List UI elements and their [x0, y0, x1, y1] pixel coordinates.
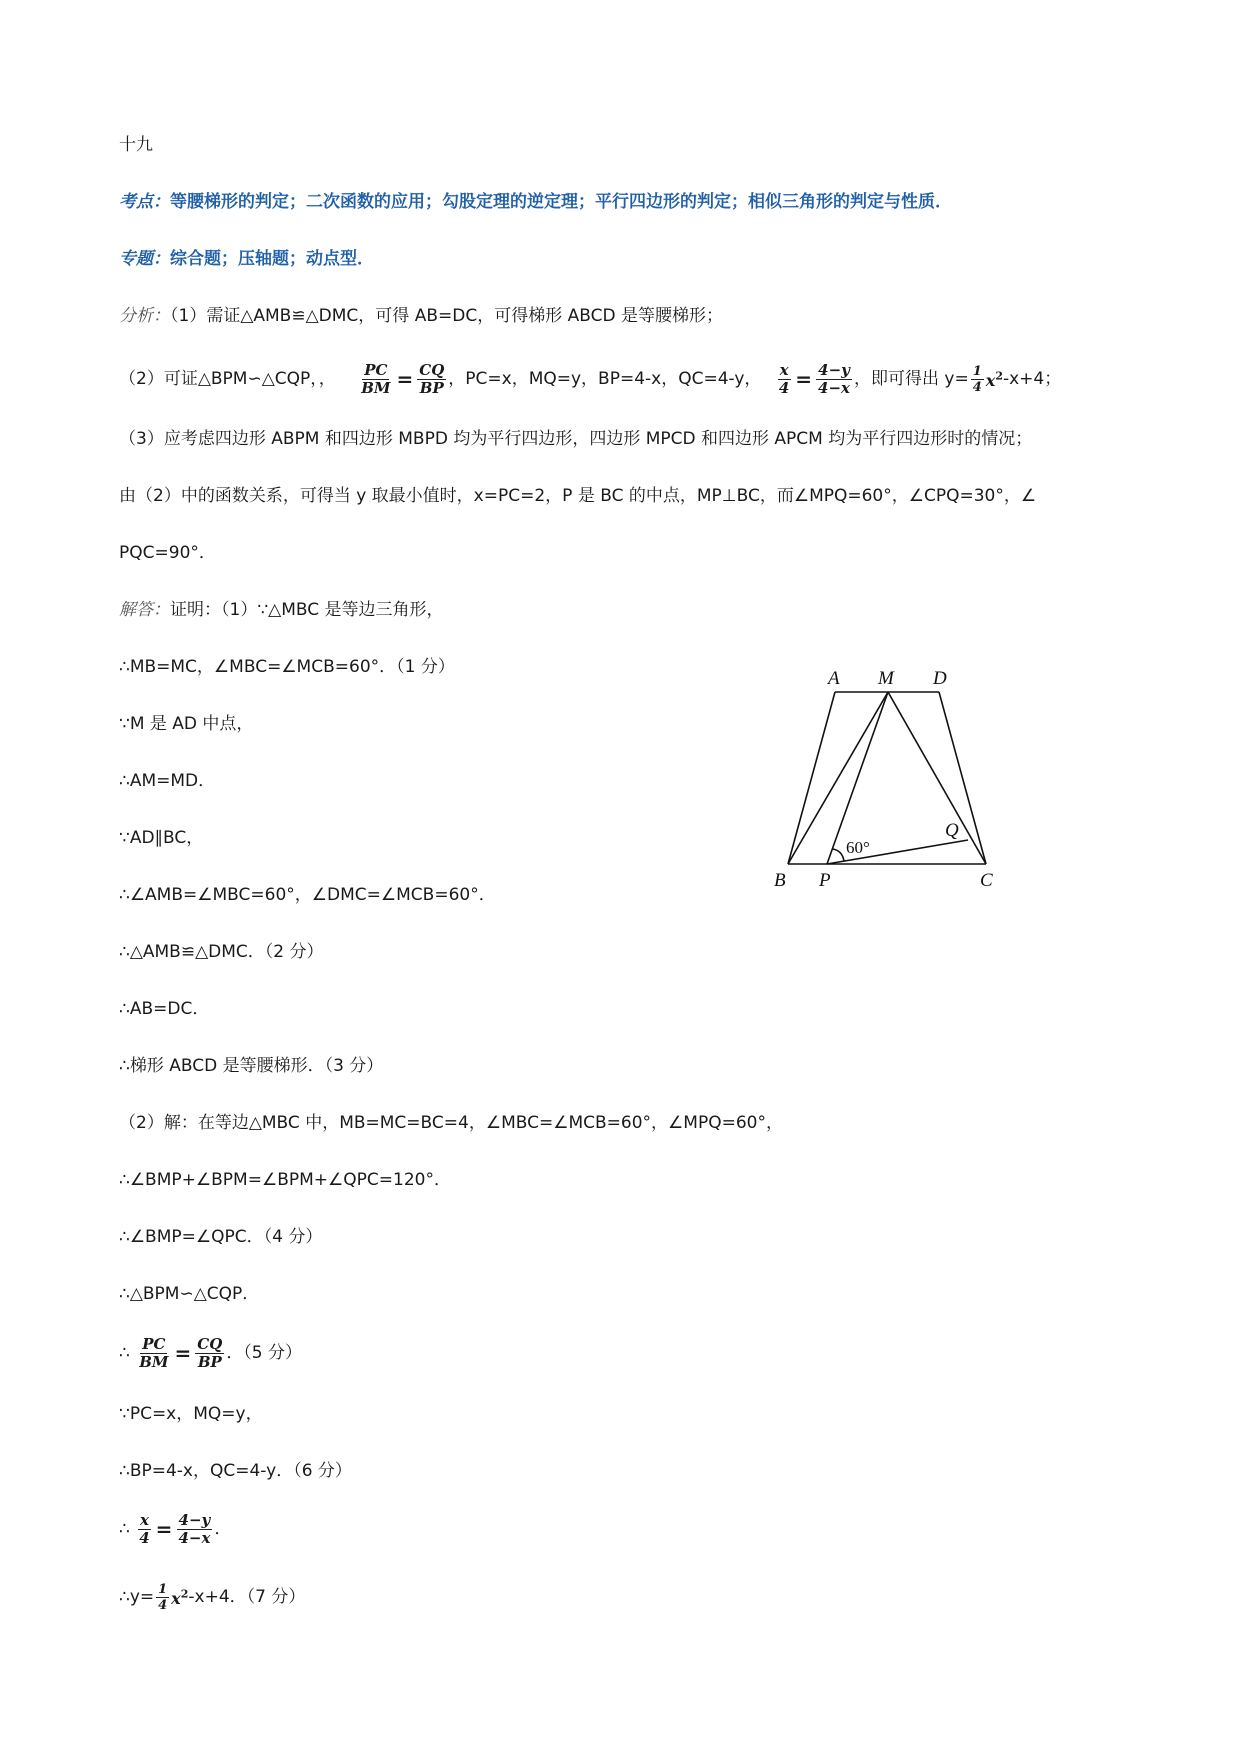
frac-den: 4: [972, 379, 982, 395]
segment-mc: [888, 692, 986, 864]
kaodian-label: 考点：: [119, 192, 170, 212]
fenxi-text-2a: （2）可证△BPM∽△CQP，，: [119, 369, 336, 390]
frac-den: BP: [197, 1352, 222, 1371]
proof-step: ∴∠AMB=∠MBC=60°，∠DMC=∠MCB=60°．: [119, 885, 496, 905]
therefore-sign: ∴: [119, 1343, 130, 1363]
step-suffix: ．: [214, 1519, 232, 1539]
proof-step: ∴△BPM∽△CQP．: [119, 1284, 260, 1304]
proof-step: （2）解：在等边△MBC 中，MB=MC=BC=4，∠MBC=∠MCB=60°，∠MPQ=60°，: [119, 1113, 783, 1133]
ratio-fraction-left: [137, 1334, 170, 1371]
jieda-line-1: [119, 598, 444, 622]
quarter-fraction: [156, 1583, 169, 1612]
x-over-4-fraction: [777, 360, 791, 397]
zhuanti-content: 综合题；压轴题；动点型．: [170, 249, 374, 269]
geometry-figure: [770, 664, 1010, 896]
fenxi-text-2d: -x+4；: [1002, 369, 1062, 390]
proof-step-fraction: [119, 1508, 231, 1550]
frac-den: BM: [139, 1352, 169, 1371]
fenxi-label: 分析：: [119, 306, 170, 326]
label-a: A: [828, 668, 840, 689]
frac-num: CQ: [419, 360, 445, 379]
frac-den: 4: [778, 378, 790, 397]
frac-den: 4: [158, 1597, 168, 1613]
proof-step: ∵PC=x，MQ=y，: [119, 1404, 263, 1424]
proof-step: ∴AM=MD．: [119, 771, 216, 791]
frac-num: x: [139, 1510, 149, 1529]
label-d: D: [933, 668, 947, 689]
jieda-first: 证明：（1）∵△MBC 是等边三角形，: [170, 600, 444, 620]
proof-step: ∵M 是 AD 中点，: [119, 714, 254, 734]
frac-den: 4−x: [818, 378, 850, 397]
ratio-fraction-right: [195, 1334, 224, 1371]
proof-step: ∴△AMB≌△DMC．（2 分）: [119, 942, 324, 962]
zhuanti-label: 专题：: [119, 249, 170, 269]
therefore-sign: ∴: [119, 1519, 130, 1539]
label-q: Q: [945, 820, 959, 841]
frac-den: 4−x: [178, 1528, 211, 1547]
zhuanti-line: [119, 247, 374, 271]
frac-num: 1: [158, 1581, 168, 1597]
proof-step: ∴∠BMP=∠QPC．（4 分）: [119, 1227, 323, 1247]
frac-den: BM: [361, 378, 391, 397]
proof-step: ∴BP=4-x，QC=4-y．（6 分）: [119, 1461, 352, 1481]
fenxi-line-1: [119, 304, 723, 328]
angle-arc: [832, 849, 844, 861]
proof-step: ∴MB=MC，∠MBC=∠MCB=60°．（1 分）: [119, 657, 455, 677]
quarter-fraction: [971, 365, 984, 394]
fenxi-text-1: （1）需证△AMB≌△DMC，可得 AB=DC，可得梯形 ABCD 是等腰梯形；: [170, 306, 723, 326]
label-b: B: [774, 870, 786, 891]
proof-step: ∴梯形 ABCD 是等腰梯形．（3 分）: [119, 1056, 384, 1076]
label-p: P: [819, 870, 831, 891]
ratio-fraction-right: [417, 360, 446, 397]
result-prefix: ∴y=: [119, 1587, 155, 1608]
fenxi-line-5: PQC=90°．: [119, 543, 216, 563]
proof-step-result: [119, 1575, 305, 1615]
label-m: M: [878, 668, 894, 689]
equals-sign: =: [174, 1341, 192, 1365]
kaodian-line: [119, 190, 952, 214]
fenxi-text-2b: ，PC=x，MQ=y，BP=4-x，QC=4-y，: [448, 369, 762, 390]
kaodian-content: 等腰梯形的判定；二次函数的应用；勾股定理的逆定理；平行四边形的判定；相似三角形的判定与性质．: [170, 192, 952, 212]
frac-num: 1: [972, 363, 982, 379]
fenxi-line-2: [119, 357, 1061, 397]
frac-num: PC: [364, 360, 388, 379]
fenxi-line-3: （3）应考虑四边形 ABPM 和四边形 MBPD 均为平行四边形，四边形 MPCD 和四边形 APCM 均为平行四边形时的情况；: [119, 429, 1033, 449]
section-heading: 十九: [119, 135, 153, 155]
proof-step-fraction: [119, 1332, 302, 1374]
x-squared: $x^2$: [171, 1588, 189, 1609]
ratio-4y-4x-fraction: [816, 360, 852, 397]
frac-num: x: [779, 360, 789, 379]
jieda-label: 解答：: [119, 600, 170, 620]
equals-sign: =: [396, 367, 414, 392]
x-squared: $x^2$: [985, 370, 1003, 391]
x-over-4-fraction: [137, 1510, 151, 1547]
proof-step: ∴AB=DC．: [119, 999, 210, 1019]
ratio-fraction-left: [359, 360, 392, 397]
label-c: C: [980, 870, 993, 891]
segment-mb: [788, 692, 888, 864]
fenxi-text-2c: ，即可得出 y=: [854, 369, 969, 390]
proof-step: ∵AD∥BC，: [119, 828, 204, 848]
angle-label: 60°: [846, 838, 870, 857]
step-suffix: ．（5 分）: [226, 1343, 303, 1363]
frac-den: BP: [419, 378, 444, 397]
frac-den: 4: [139, 1528, 150, 1547]
frac-num: 4−y: [818, 360, 850, 379]
step-suffix: -x+4．（7 分）: [188, 1587, 306, 1608]
equals-sign: =: [155, 1517, 173, 1541]
proof-step: ∴∠BMP+∠BPM=∠BPM+∠QPC=120°．: [119, 1170, 451, 1190]
frac-num: 4−y: [178, 1510, 211, 1529]
equals-sign: =: [795, 367, 813, 392]
frac-num: PC: [142, 1334, 166, 1353]
fenxi-line-4: 由（2）中的函数关系，可得当 y 取最小值时，x=PC=2，P 是 BC 的中点，MP⊥BC，而∠MPQ=60°，∠CPQ=30°，∠: [119, 486, 1037, 506]
ratio-4y-4x-fraction: [176, 1510, 212, 1547]
frac-num: CQ: [197, 1334, 223, 1353]
segment-ab: [788, 692, 835, 864]
